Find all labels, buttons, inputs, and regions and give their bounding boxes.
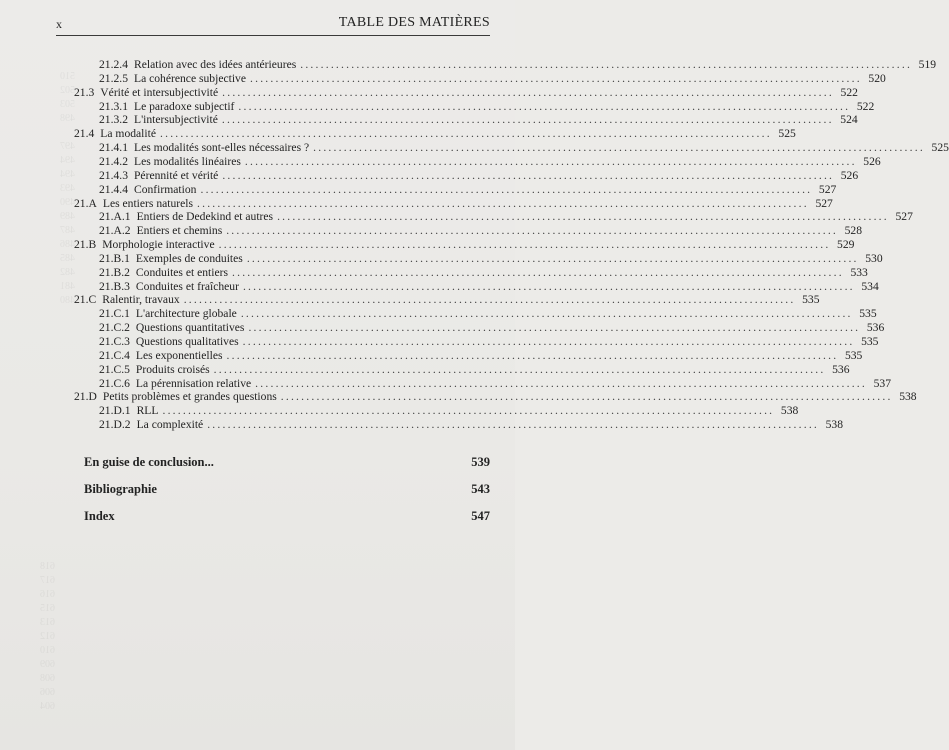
section-number: 21.4: [74, 127, 95, 141]
section-title: Pérennité et vérité: [133, 168, 219, 182]
section-number: 21.C.6: [99, 376, 130, 390]
toc-entry: [99, 99, 875, 114]
dot-leader: ........................................................................................................................: [160, 127, 772, 141]
section-number: 21.A: [74, 196, 97, 210]
page-number: 526: [863, 154, 881, 168]
show-through-texture: 510 502 503 498 497 494 494 493 490 489 487 486 485 482 481 480: [60, 71, 75, 306]
page-number: 533: [850, 265, 868, 279]
section-number: 21.4.4: [99, 182, 128, 196]
toc-entry: [99, 348, 863, 363]
chapter-entry: [84, 509, 490, 525]
section-title: Les entiers naturels: [102, 196, 194, 210]
toc-entry: [99, 307, 877, 321]
page-number: 525: [778, 127, 796, 141]
chapter-page-number: 539: [471, 455, 490, 469]
section-number: 21.3.1: [99, 99, 128, 113]
section-number: 21.A.1: [99, 210, 131, 224]
section-number: 21.2.5: [99, 71, 128, 85]
section-number: 21.3: [74, 85, 95, 99]
section-number: 21.C.1: [99, 307, 130, 321]
section-title: Produits croisés: [135, 362, 210, 376]
toc-entry: [74, 293, 820, 307]
section-title: Entiers de Dedekind et autres: [136, 210, 274, 224]
section-number: 21.4.3: [99, 168, 128, 182]
dot-leader: ........................................................................................................................: [242, 335, 855, 348]
section-number: 21.C.4: [99, 348, 130, 362]
toc-entry: [99, 362, 850, 377]
chapter-entry: [84, 455, 490, 471]
dot-leader: ........................................................................................................................: [313, 141, 925, 155]
dot-leader: ........................................................................................................................: [213, 362, 826, 376]
page-number: 537: [873, 376, 891, 390]
chapter-page-number: 547: [471, 509, 490, 523]
section-title: Ralentir, travaux: [102, 293, 180, 307]
page-number: 535: [844, 348, 863, 362]
chapter-title: En guise de conclusion...: [84, 455, 214, 469]
dot-leader: ........................................................................................................................: [242, 279, 855, 293]
toc-entry: [74, 390, 917, 404]
page-number: 522: [856, 99, 875, 113]
dot-leader: ........................................................................................................................: [246, 251, 859, 265]
toc-entry: [99, 251, 883, 266]
toc-entry: [74, 127, 796, 141]
section-title: Vérité et intersubjectivité: [100, 85, 219, 99]
section-title: Les exponentielles: [135, 348, 223, 362]
page-number: 522: [840, 85, 858, 99]
dot-leader: ........................................................................................................................: [222, 168, 835, 182]
section-title: Les modalités sont-elles nécessaires ?: [133, 141, 310, 155]
toc-entry: [99, 182, 837, 197]
page-number: 534: [861, 279, 879, 293]
section-number: 21.B.1: [99, 251, 130, 265]
section-number: 21.D: [74, 390, 97, 404]
toc-entry: [99, 335, 879, 349]
section-title: Questions qualitatives: [135, 335, 239, 348]
page-number: 528: [844, 224, 863, 238]
dot-leader: ........................................................................................................................: [221, 113, 834, 127]
section-number: 21.C.3: [99, 335, 130, 348]
section-number: 21.C.2: [99, 321, 130, 335]
section-title: Relation avec des idées antérieures: [133, 58, 297, 71]
page-number: 536: [866, 321, 885, 335]
section-title: L'architecture globale: [135, 307, 237, 321]
toc-entry: [99, 224, 863, 238]
page-number: 538: [780, 404, 799, 418]
dot-leader: ........................................................................................................................: [248, 321, 861, 335]
section-title: La cohérence subjective: [133, 71, 246, 85]
page-number: 525: [931, 141, 949, 155]
toc-entry: [99, 321, 885, 335]
section-number: 21.3.2: [99, 113, 128, 127]
running-header: [56, 15, 490, 36]
dot-leader: ........................................................................................................................: [232, 265, 844, 279]
toc-entry: [74, 238, 855, 252]
section-number: 21.D.1: [99, 404, 131, 418]
dot-leader: ........................................................................................................................: [280, 390, 893, 404]
toc-entry: [99, 58, 937, 72]
chapter-title: Bibliographie: [84, 482, 157, 496]
toc-entry: [99, 265, 868, 280]
section-title: Exemples de conduites: [135, 251, 243, 265]
section-number: 21.D.2: [99, 418, 131, 432]
dot-leader: ........................................................................................................................: [162, 404, 775, 418]
page-number: 527: [895, 210, 913, 224]
page-number: 538: [899, 390, 917, 404]
section-number: 21.4.2: [99, 154, 128, 168]
section-title: RLL: [136, 404, 159, 418]
section-title: Conduites et entiers: [135, 265, 229, 279]
section-title: Questions quantitatives: [135, 321, 245, 335]
toc-entry: [99, 113, 858, 127]
page-number: 530: [865, 251, 883, 265]
section-number: 21.2.4: [99, 58, 128, 71]
section-title: Les modalités linéaires: [133, 154, 241, 168]
section-title: Conduites et fraîcheur: [135, 279, 239, 293]
page-number: 524: [840, 113, 858, 127]
section-number: 21.B: [74, 238, 97, 252]
dot-leader: ........................................................................................................................: [250, 71, 862, 85]
section-title: Petits problèmes et grandes questions: [102, 390, 277, 404]
page-number: 526: [840, 168, 859, 182]
section-title: Confirmation: [133, 182, 197, 196]
toc-entry: [99, 168, 859, 183]
toc-entry: [99, 404, 799, 418]
dot-leader: ........................................................................................................................: [207, 418, 820, 432]
section-title: La complexité: [136, 418, 204, 432]
toc-entry: [99, 210, 913, 224]
page-number: 535: [802, 293, 820, 307]
toc-entry: [99, 71, 886, 86]
page-number: 527: [815, 196, 833, 210]
section-title: La modalité: [100, 127, 156, 141]
chapter-title: Index: [84, 509, 115, 523]
page-number: 535: [859, 307, 877, 321]
section-title: Entiers et chemins: [136, 224, 223, 238]
section-number: 21.4.1: [99, 141, 128, 155]
dot-leader: ........................................................................................................................: [226, 224, 839, 238]
section-number: 21.B.3: [99, 279, 130, 293]
dot-leader: ........................................................................................................................: [197, 196, 809, 210]
section-number: 21.C.5: [99, 362, 130, 376]
toc-entry: [99, 154, 881, 169]
section-number: 21.C: [74, 293, 97, 307]
dot-leader: ........................................................................................................................: [222, 85, 834, 99]
dot-leader: ........................................................................................................................: [238, 99, 851, 113]
dot-leader: ........................................................................................................................: [244, 154, 857, 168]
toc-entry: [99, 418, 844, 432]
dot-leader: ........................................................................................................................: [300, 58, 913, 71]
dot-leader: ........................................................................................................................: [255, 376, 867, 390]
toc-entry: [99, 376, 891, 391]
roman-page-number: x: [56, 17, 62, 31]
page-number: 527: [818, 182, 837, 196]
show-through-texture: 618 617 616 615 613 612 610 609 608 606 604: [40, 561, 55, 712]
section-number: 21.B.2: [99, 265, 130, 279]
page-number: 535: [861, 335, 879, 348]
section-title: Le paradoxe subjectif: [133, 99, 235, 113]
page-number: 529: [837, 238, 855, 252]
page-number: 520: [868, 71, 886, 85]
dot-leader: ........................................................................................................................: [218, 238, 831, 252]
toc-entry: [74, 85, 858, 100]
page-number: 536: [832, 362, 850, 376]
dot-leader: ........................................................................................................................: [226, 348, 839, 362]
page-number: 538: [825, 418, 844, 432]
dot-leader: ........................................................................................................................: [277, 210, 889, 224]
section-title: Morphologie interactive: [102, 238, 215, 252]
chapter-entry: [84, 482, 490, 498]
section-title: La pérennisation relative: [135, 376, 252, 390]
page-number: 519: [918, 58, 937, 71]
dot-leader: ........................................................................................................................: [200, 182, 813, 196]
section-title: L'intersubjectivité: [133, 113, 218, 127]
toc-entry: [99, 279, 879, 294]
running-title: TABLE DES MATIÈRES: [338, 15, 490, 30]
section-number: 21.A.2: [99, 224, 131, 238]
toc-entry: [74, 196, 833, 211]
dot-leader: ........................................................................................................................: [240, 307, 853, 321]
dot-leader: ........................................................................................................................: [183, 293, 796, 307]
chapter-page-number: 543: [471, 482, 490, 496]
toc-entry: [99, 141, 949, 155]
